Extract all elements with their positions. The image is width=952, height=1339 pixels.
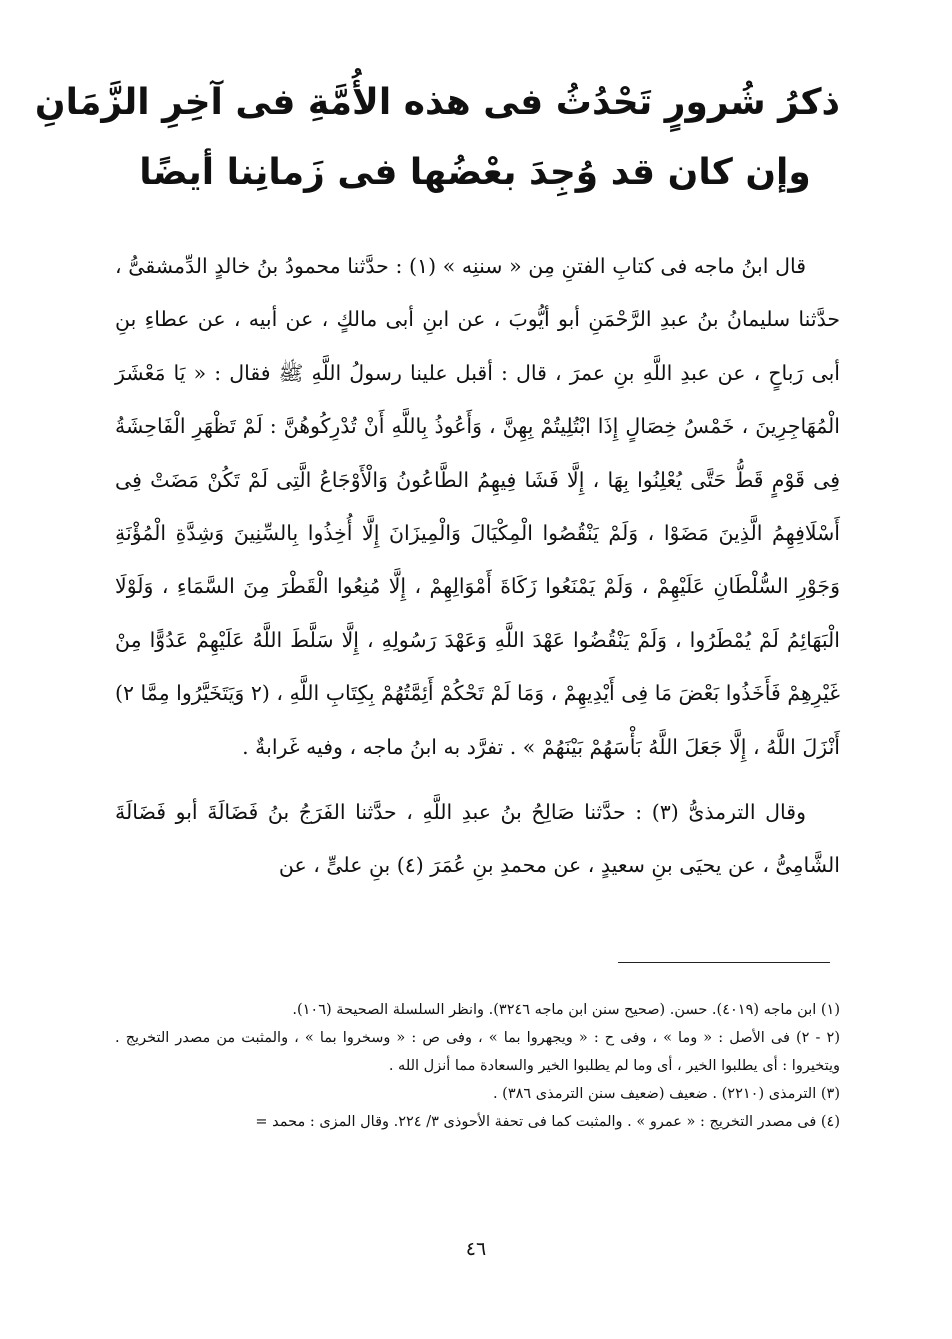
page-number: ٤٦ [465, 1238, 487, 1260]
footnote-2: (٢ - ٢) فى الأصل : « وما » ، وفى ح : « ويجهروا بما » ، وفى ص : « وسخروا بما » ، والمثبت من مصدر التخريج . ويتخيروا : أى يطلبوا الخير ، أى وما لم يطلبوا الخير والسعادة مما أنزل الله . [115, 1030, 840, 1074]
body-paragraph-1: قال ابنُ ماجه فى كتابِ الفتنِ مِن « سننِه » (١) : حدَّثنا محمودُ بنُ خالدٍ الدِّمشقىُّ ، حدَّثنا سليمانُ بنُ عبدِ الرَّحْمَنِ أبو أيُّوبَ ، عن ابنِ أبى مالكٍ ، عن أبيه ، عن عطاءِ بنِ أبى رَباحٍ ، عن عبدِ اللَّهِ بنِ عمرَ ، قال : أقبل علينا رسولُ اللَّهِ ﷺ فقال : « يَا مَعْشَرَ الْمُهَاجِرِينَ ، خَمْسُ خِصَالٍ إِذَا ابْتُلِيتُمْ بِهِنَّ ، وَأَعُوذُ بِاللَّهِ أَنْ تُدْرِكُوهُنَّ : لَمْ تَظْهَرِ الْفَاحِشَةُ فِى قَوْمٍ قَطُّ حَتَّى يُعْلِنُوا بِهَا ، إِلَّا فَشَا فِيهِمُ الطَّاعُونُ وَالْأَوْجَاعُ الَّتِى لَمْ تَكُنْ مَضَتْ فِى أَسْلَافِهِمُ الَّذِينَ مَضَوْا ، وَلَمْ يَنْقُصُوا الْمِكْيَالَ وَالْمِيزَانَ إِلَّا أُخِذُوا بِالسِّنِينَ وَشِدَّةِ الْمُؤْنَةِ وَجَوْرِ السُّلْطَانِ عَلَيْهِمْ ، وَلَمْ يَمْنَعُوا زَكَاةَ أَمْوَالِهِمْ ، إِلَّا مُنِعُوا الْقَطْرَ مِنَ السَّمَاءِ ، وَلَوْلَا الْبَهَائِمُ لَمْ يُمْطَرُوا ، وَلَمْ يَنْقُضُوا عَهْدَ اللَّهِ وَعَهْدَ رَسُولِهِ ، إِلَّا سَلَّطَ اللَّهُ عَلَيْهِمْ عَدُوًّا مِنْ غَيْرِهِمْ فَأَخَذُوا بَعْضَ مَا فِى أَيْدِيهِمْ ، وَمَا لَمْ تَحْكُمْ أَئِمَّتُهُمْ بِكِتَابِ اللَّهِ ، (٢ وَيَتَخَيَّرُوا مِمَّا ٢) أَنْزَلَ اللَّهُ ، إِلَّا جَعَلَ اللَّهُ بَأْسَهُمْ بَيْنَهُمْ » . تفرَّد به ابنُ ماجه ، وفيه غَرابةٌ . [115, 254, 840, 759]
footnote-3: (٣) الترمذى (٢٢١٠) . ضعيف (ضعيف سنن الترمذى ٣٨٦) . [492, 1086, 840, 1102]
footnote-separator [618, 962, 830, 963]
footnote-4: (٤) فى مصدر التخريج : « عمرو » . والمثبت كما فى تحفة الأحوذى ٣/ ٢٢٤. وقال المزى : محمد = [255, 1114, 840, 1130]
footnotes [115, 996, 840, 1136]
chapter-title-line-2: وإن كان قد وُجِدَ بعْضُها فى زَمانِنا أيضًا [139, 152, 811, 193]
body-text [115, 240, 840, 893]
chapter-title-line-1: ذكرُ شُرورٍ تَحْدُثُ فى هذه الأُمَّةِ فى آخِرِ الزَّمَانِ [34, 82, 840, 123]
body-paragraph-2: وقال الترمذىُّ (٣) : حدَّثنا صَالِحُ بنُ عبدِ اللَّهِ ، حدَّثنا الفَرَجُ بنُ فَضَالَةَ أبو فَضَالَةَ الشَّامِىُّ ، عن يحيَى بنِ سعيدٍ ، عن محمدِ بنِ عُمَرَ (٤) بنِ علىٍّ ، عن [115, 800, 840, 878]
footnote-1: (١) ابن ماجه (٤٠١٩). حسن. (صحيح سنن ابن ماجه ٣٢٤٦). وانظر السلسلة الصحيحة (١٠٦). [292, 1002, 840, 1018]
